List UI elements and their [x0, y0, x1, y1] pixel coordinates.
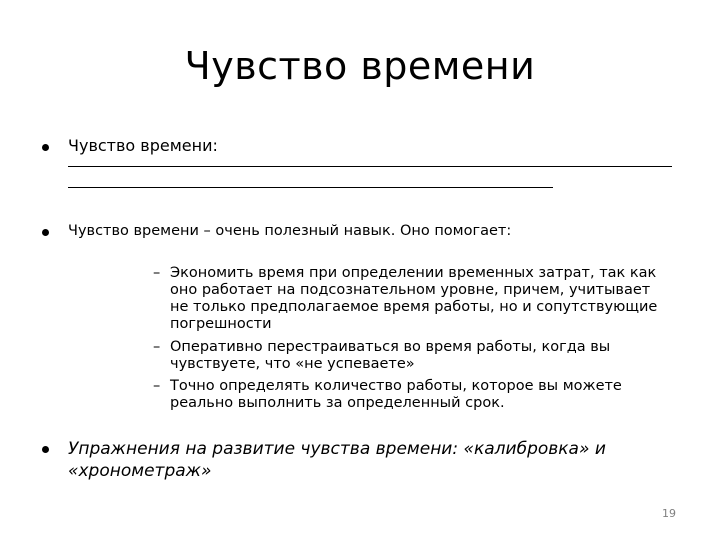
bullet-item: [42, 221, 672, 241]
dash-marker: –: [153, 339, 161, 355]
bullet-text: Чувство времени – очень полезный навык. Оно помогает:: [68, 223, 512, 239]
bullet-dot-icon: [42, 144, 49, 151]
sub-item-text: Точно определять количество работы, которое вы можете реально выполнить за определенный срок.: [170, 378, 622, 411]
bullet-item: [42, 136, 672, 188]
dash-marker: –: [153, 378, 161, 394]
bullet-dot-icon: [42, 229, 49, 236]
bullet-text: Упражнения на развитие чувства времени: «калибровка» и «хронометраж»: [68, 439, 606, 481]
sub-list-item: [153, 265, 673, 333]
sub-item-text: Экономить время при определении временных затрат, так как оно работает на подсознательном уровне, причем, учитывает не только предполагаемое время работы, но и сопутствующие погрешности: [170, 265, 658, 332]
bullet-dot-icon: [42, 446, 49, 453]
bullet-item: [42, 438, 672, 482]
slide-title: Чувство времени: [184, 44, 536, 88]
sub-item-text: Оперативно перестраиваться во время работы, когда вы чувствуете, что «не успеваете»: [170, 339, 611, 372]
page-number: 19: [662, 507, 676, 520]
sub-list-item: [153, 378, 673, 412]
fill-in-blank-line: [68, 177, 553, 188]
fill-in-blank-line: [68, 156, 672, 167]
dash-marker: –: [153, 265, 161, 281]
sub-list-item: [153, 339, 673, 373]
bullet-text: Чувство времени:: [68, 136, 218, 155]
